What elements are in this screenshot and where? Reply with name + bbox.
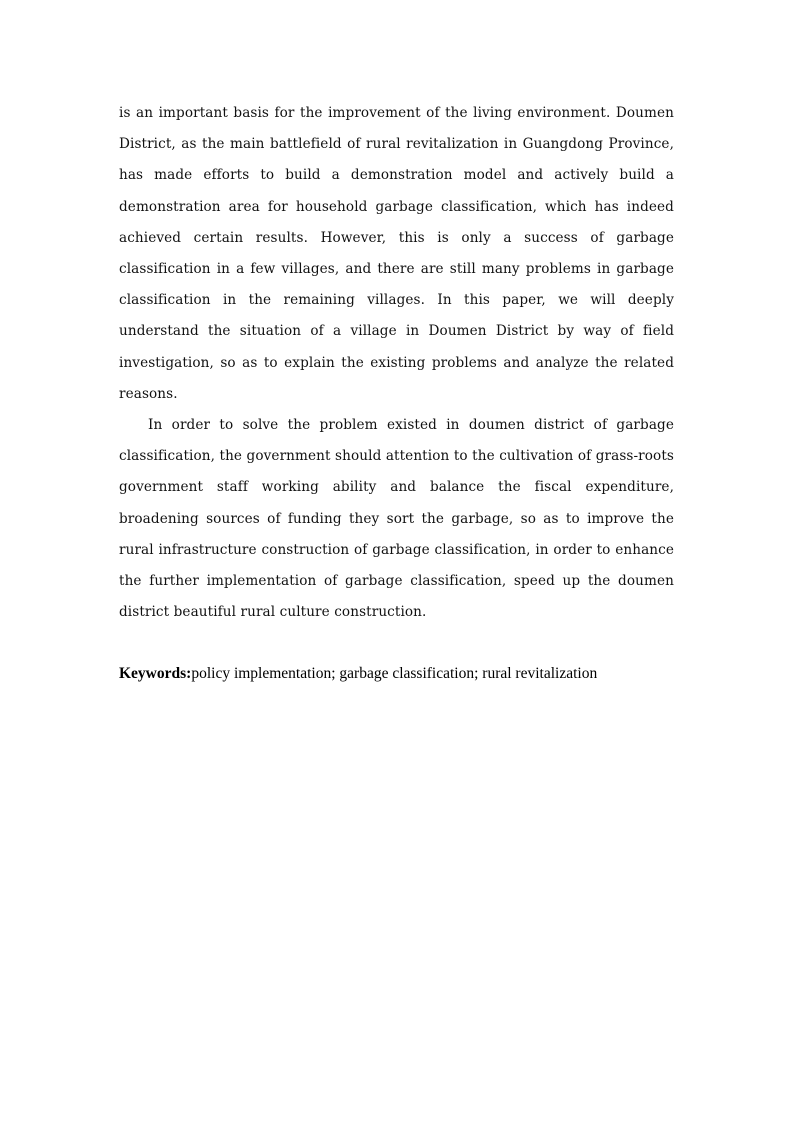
keywords-list: policy implementation; garbage classification; rural revitalization xyxy=(191,665,598,682)
keywords-label: Keywords: xyxy=(119,665,192,682)
abstract-body xyxy=(119,98,674,628)
keywords-line xyxy=(119,662,719,686)
abstract-paragraph-continued: is an important basis for the improvement of the living environment. Doumen District, as the main battlefield of rural revitalization in Guangdong Province, has made efforts to build a demonstration model and actively build a demonstration area for household garbage classification, which has indeed achieved certain results. However, this is only a success of garbage classification in a few villages, and there are still many problems in garbage classification in the remaining villages. In this paper, we will deeply understand the situation of a village in Doumen District by way of field investigation, so as to explain the existing problems and analyze the related reasons. xyxy=(119,105,674,402)
abstract-paragraph: In order to solve the problem existed in doumen district of garbage classification, the government should attention to the cultivation of grass-roots government staff working ability and balance the fiscal expenditure, broadening sources of funding they sort the garbage, so as to improve the rural infrastructure construction of garbage classification, in order to enhance the further implementation of garbage classification, speed up the doumen district beautiful rural culture construction. xyxy=(119,417,674,621)
